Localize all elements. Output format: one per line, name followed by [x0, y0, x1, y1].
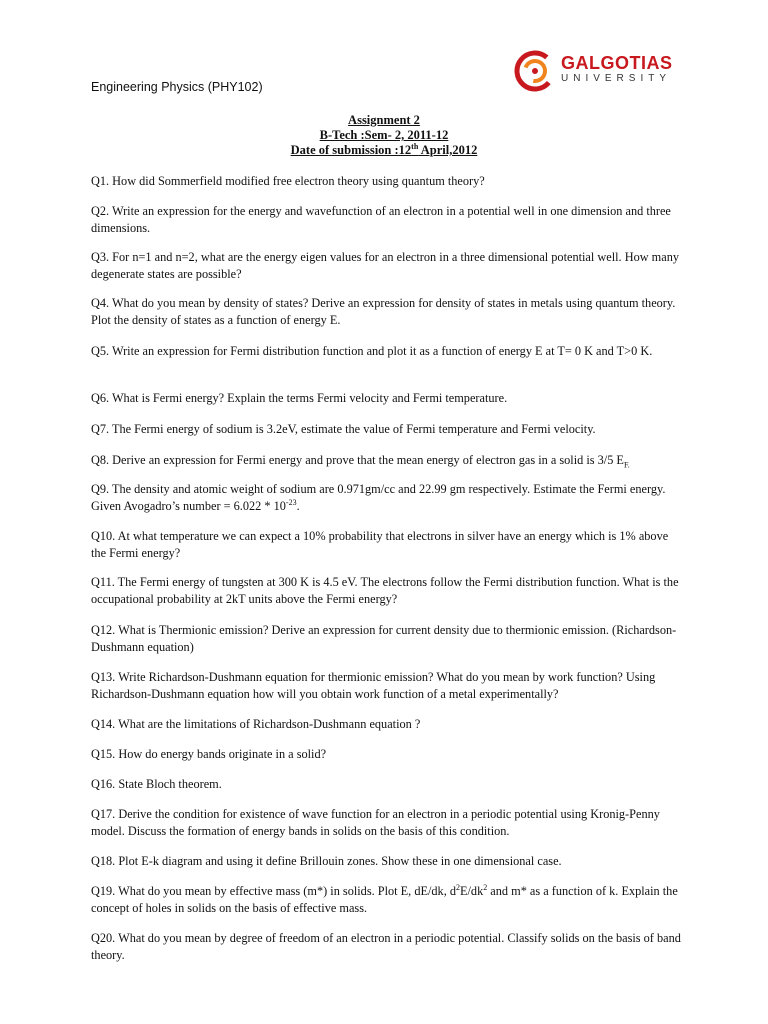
- question-9-sup: -23: [285, 497, 297, 507]
- question-5: Q5. Write an expression for Fermi distribution function and plot it as a function of energy E at T= 0 K and T>0 K.: [91, 344, 653, 358]
- question-18: Q18. Plot E-k diagram and using it define Brillouin zones. Show these in one dimensional case.: [91, 854, 562, 868]
- question-20: Q20. What do you mean by degree of freedom of an electron in a periodic potential. Classify solids on the basis of band theory.: [91, 931, 681, 962]
- submission-suffix: April,2012: [418, 143, 478, 157]
- question-19-sup2: 2: [483, 882, 488, 892]
- submission-prefix: Date of submission :12: [290, 143, 412, 157]
- submission-sup: th: [411, 141, 419, 151]
- question-14: Q14. What are the limitations of Richardson-Dushmann equation ?: [91, 717, 421, 731]
- question-9-text: Q9. The density and atomic weight of sodium are 0.971gm/cc and 22.99 gm respectively. Estimate the Fermi energy. Given Avogadro’s number = 6.022 * 10: [91, 482, 666, 513]
- question-19-c: and m* as a function of k. Explain the concept of holes in solids on the basis of effective mass.: [91, 884, 678, 915]
- question-19-b: E/dk: [460, 884, 484, 898]
- logo-subtitle: UNIVERSITY: [561, 73, 672, 84]
- program-line: B-Tech :Sem- 2, 2011-12: [319, 128, 449, 142]
- question-17: Q17. Derive the condition for existence of wave function for an electron in a periodic potential using Kronig-Penny model. Discuss the formation of energy bands in solids on the basis of this condition.: [91, 807, 660, 838]
- assignment-title: Assignment 2: [348, 113, 420, 127]
- question-19-a: Q19. What do you mean by effective mass (m*) in solids. Plot E, dE/dk, d: [91, 884, 456, 898]
- logo-wordmark: [561, 54, 673, 85]
- question-3: Q3. For n=1 and n=2, what are the energy eigen values for an electron in a three dimensional potential well. How many degenerate states are possible?: [91, 250, 680, 281]
- question-1: Q1. How did Sommerfield modified free electron theory using quantum theory?: [91, 174, 485, 188]
- question-19-sup1: 2: [456, 882, 460, 892]
- question-19: [91, 883, 681, 916]
- question-2: Q2. Write an expression for the energy and wavefunction of an electron in a potential well in one dimension and three dimensions.: [91, 204, 671, 235]
- assignment-header: [0, 113, 768, 158]
- question-13: Q13. Write Richardson-Dushmann equation for thermionic emission? What do you mean by work function? Using Richardson-Dushmann equation how will you obtain work function of a metal experimentally?: [91, 670, 656, 701]
- question-9: [91, 481, 681, 514]
- logo-name: GALGOTIAS: [561, 53, 673, 73]
- question-8: [91, 452, 681, 469]
- question-16: Q16. State Bloch theorem.: [91, 777, 222, 791]
- submission-date: [0, 143, 768, 158]
- question-12: Q12. What is Thermionic emission? Derive an expression for current density due to thermionic emission. (Richardson-Dushmann equation): [91, 623, 677, 654]
- question-10: Q10. At what temperature we can expect a 10% probability that electrons in silver have an energy which is 1% above the Fermi energy?: [91, 529, 669, 560]
- question-6: Q6. What is Fermi energy? Explain the terms Fermi velocity and Fermi temperature.: [91, 391, 508, 405]
- question-11: Q11. The Fermi energy of tungsten at 300 K is 4.5 eV. The electrons follow the Fermi distribution function. What is the occupational probability at 2kT units above the Fermi energy?: [91, 575, 679, 606]
- galgotias-emblem-icon: [514, 50, 556, 92]
- question-8-text: Q8. Derive an expression for Fermi energy and prove that the mean energy of electron gas in a solid is 3/5 E: [91, 453, 624, 467]
- question-15: Q15. How do energy bands originate in a solid?: [91, 747, 327, 761]
- course-title: Engineering Physics (PHY102): [91, 80, 263, 94]
- question-9-end: .: [296, 498, 300, 513]
- galgotias-logo: [514, 50, 674, 92]
- question-4: Q4. What do you mean by density of states? Derive an expression for density of states in metals using quantum theory. Plot the density of states as a function of energy E.: [91, 296, 676, 327]
- question-7: Q7. The Fermi energy of sodium is 3.2eV, estimate the value of Fermi temperature and Fermi velocity.: [91, 422, 596, 436]
- question-8-sub: F.: [623, 460, 630, 470]
